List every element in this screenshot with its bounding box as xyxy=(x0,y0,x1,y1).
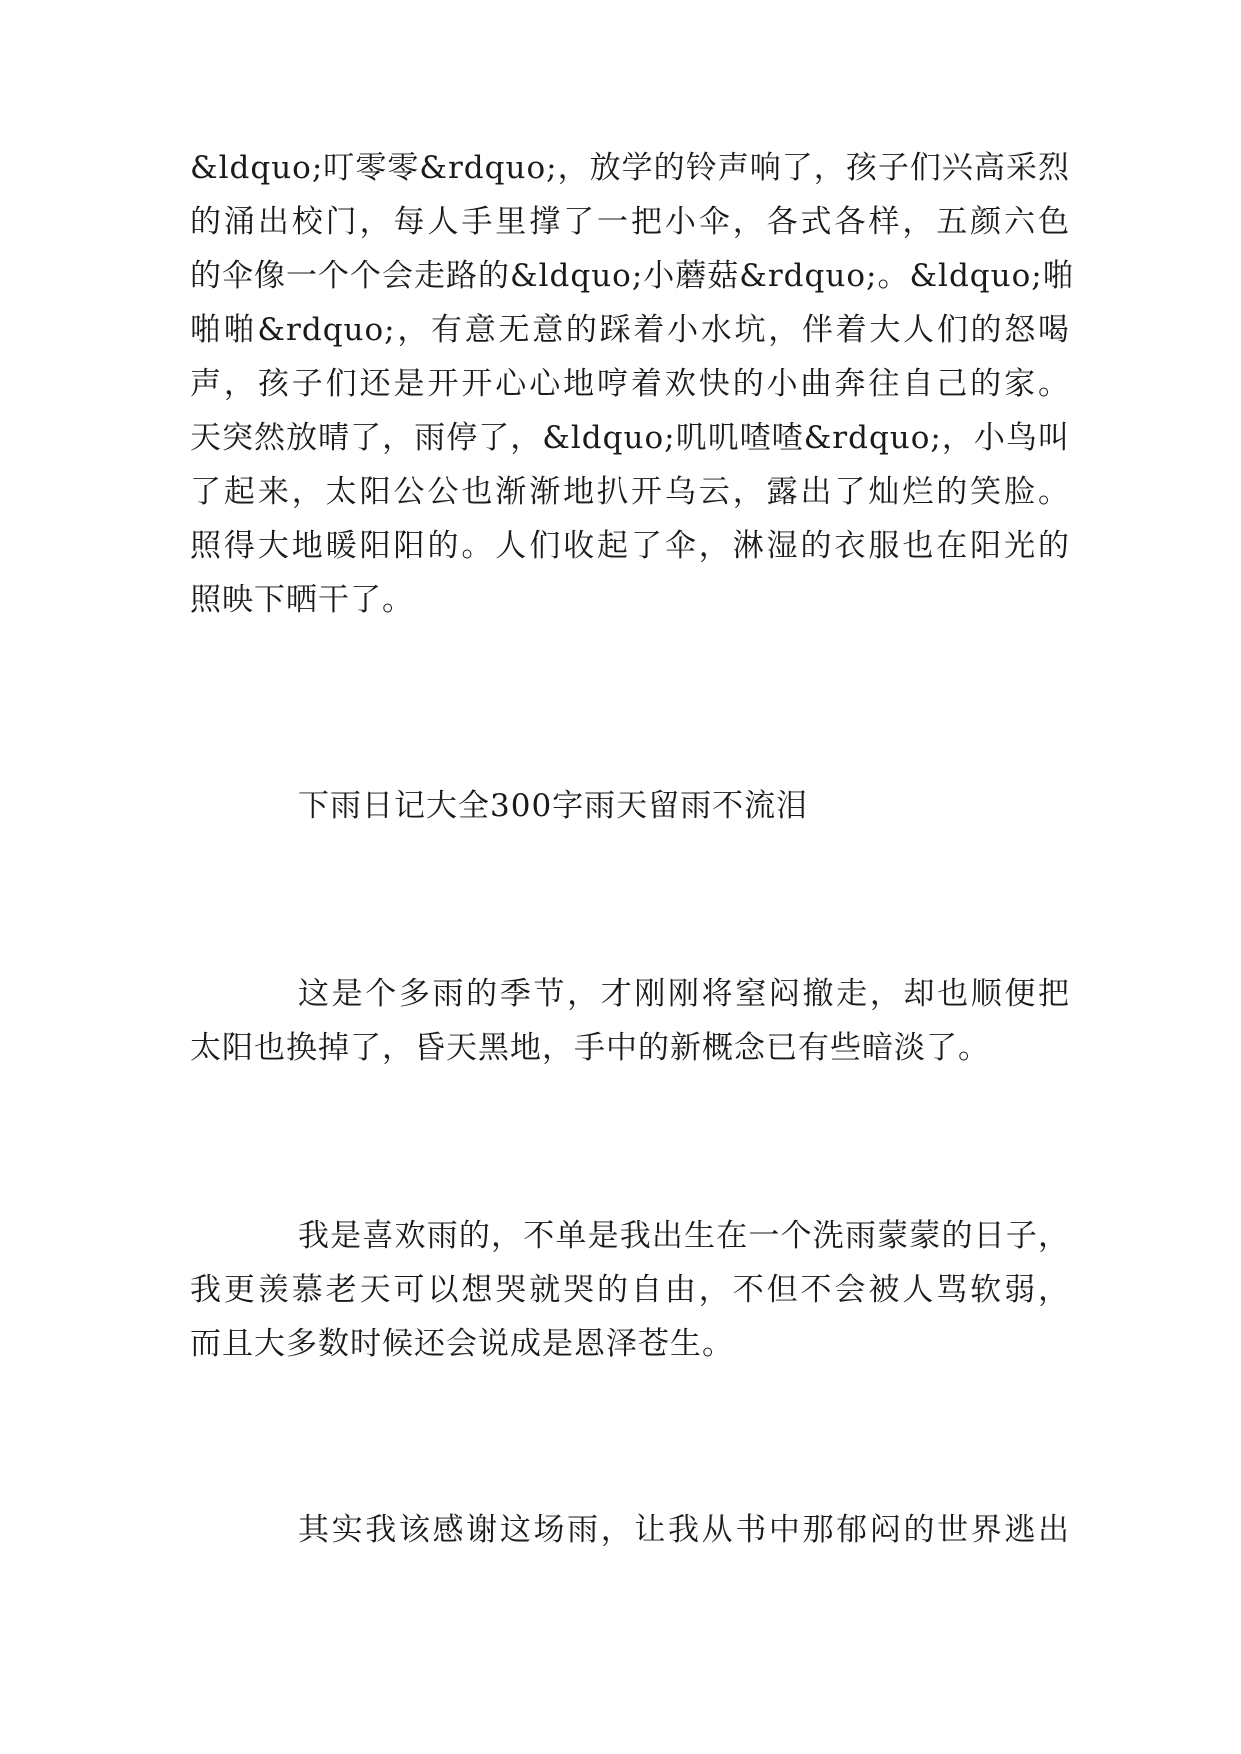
paragraph-1-line-4: 啪啪&rdquo;，有意无意的踩着小水坑，伴着大人们的怒喝 xyxy=(190,312,1070,348)
paragraph-1-line-1: &ldquo;叮零零&rdquo;，放学的铃声响了，孩子们兴高采烈 xyxy=(190,150,1070,186)
section-title: 下雨日记大全300字雨天留雨不流泪 xyxy=(298,788,809,824)
paragraph-2-line-1: 这是个多雨的季节，才刚刚将窒闷撤走，却也顺便把 xyxy=(298,976,1070,1012)
paragraph-1-line-2: 的涌出校门，每人手里撑了一把小伞，各式各样，五颜六色 xyxy=(190,204,1070,240)
paragraph-2-line-2: 太阳也换掉了，昏天黑地，手中的新概念已有些暗淡了。 xyxy=(190,1030,990,1066)
paragraph-1-line-6: 天突然放晴了，雨停了，&ldquo;叽叽喳喳&rdquo;，小鸟叫 xyxy=(190,420,1070,456)
paragraph-1-line-8: 照得大地暖阳阳的。人们收起了伞，淋湿的衣服也在阳光的 xyxy=(190,528,1070,564)
paragraph-1-line-9: 照映下晒干了。 xyxy=(190,582,414,618)
paragraph-1-line-7: 了起来，太阳公公也渐渐地扒开乌云，露出了灿烂的笑脸。 xyxy=(190,474,1070,510)
paragraph-1-line-3: 的伞像一个个会走路的&ldquo;小蘑菇&rdquo;。&ldquo;啪 xyxy=(190,258,1075,294)
paragraph-1-line-5: 声，孩子们还是开开心心地哼着欢快的小曲奔往自己的家。 xyxy=(190,366,1070,402)
paragraph-3-line-3: 而且大多数时候还会说成是恩泽苍生。 xyxy=(190,1326,734,1362)
paragraph-3-line-1: 我是喜欢雨的，不单是我出生在一个洗雨蒙蒙的日子， xyxy=(298,1218,1070,1254)
paragraph-3-line-2: 我更羡慕老天可以想哭就哭的自由，不但不会被人骂软弱， xyxy=(190,1272,1070,1308)
paragraph-4-line-1: 其实我该感谢这场雨，让我从书中那郁闷的世界逃出 xyxy=(298,1512,1070,1548)
